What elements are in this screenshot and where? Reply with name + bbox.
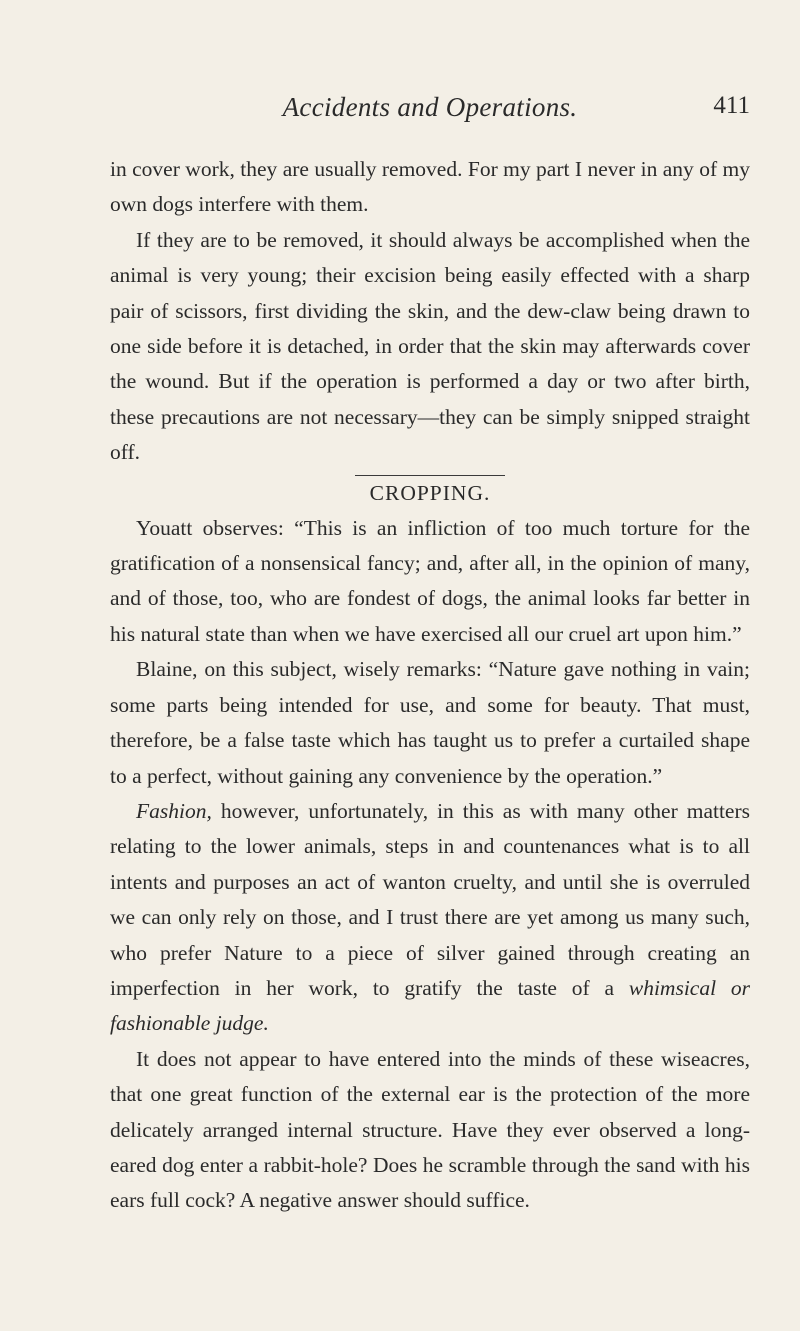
page-number: 411 — [713, 92, 750, 119]
section-heading: CROPPING. — [369, 480, 491, 505]
paragraph-blaine-quote: Blaine, on this subject, wisely remarks: “Nature gave nothing in vain; some parts being intended for use, and some for beauty. That must, therefore, be a false taste which has taught us to prefer a curtailed shape to a perfect, without gaining any convenience by the operation.” — [110, 657, 750, 788]
paragraph-youatt-quote: Youatt observes: “This is an infliction of too much torture for the gratification of a nonsensical fancy; and, after all, in the opinion of many, and of those, too, who are fondest of dogs, the animal looks far better in his natural state than when we have exercised all our cruel art upon him.” — [110, 515, 750, 646]
page-header — [110, 92, 750, 132]
body-text — [110, 152, 750, 1219]
italic-whimsical-judge: whimsical or fashionable judge. — [110, 975, 750, 1036]
paragraph-continuation: in cover work, they are usually removed. For my part I never in any of my own dogs interfere with them. — [110, 157, 750, 217]
paragraph-fashion-text: however, unfortunately, in this as with many other matters relating to the lower animals, steps in and countenances what is to all intents and purposes an act of wanton cruelty, and until she is overruled we can only rely on those, and I trust there are yet among us many such, who prefer Nature to a piece of silver gained through creating an imperfection in her work, to gratify the taste of a — [110, 798, 750, 1000]
paragraph-dew-claw-removal: If they are to be removed, it should always be accomplished when the animal is very young; their excision being easily effected with a sharp pair of scissors, first dividing the skin, and the dew-claw being drawn to one side before it is detached, in order that the skin may afterwards cover the wound. But if the operation is performed a day or two after birth, these precautions are not necessary—they can be simply snipped straight off. — [110, 227, 750, 465]
paragraph-fashion — [110, 794, 750, 1042]
italic-fashion: Fashion, — [136, 798, 212, 823]
running-head: Accidents and Operations. — [282, 92, 578, 122]
paragraph-ear-function: It does not appear to have entered into the minds of these wiseacres, that one great function of the external ear is the protection of the more delicately arranged internal structure. Have they ever observed a long-eared dog enter a rabbit-hole? Does he scramble through the sand with his ears full cock? A negative answer should suffice. — [110, 1046, 750, 1213]
